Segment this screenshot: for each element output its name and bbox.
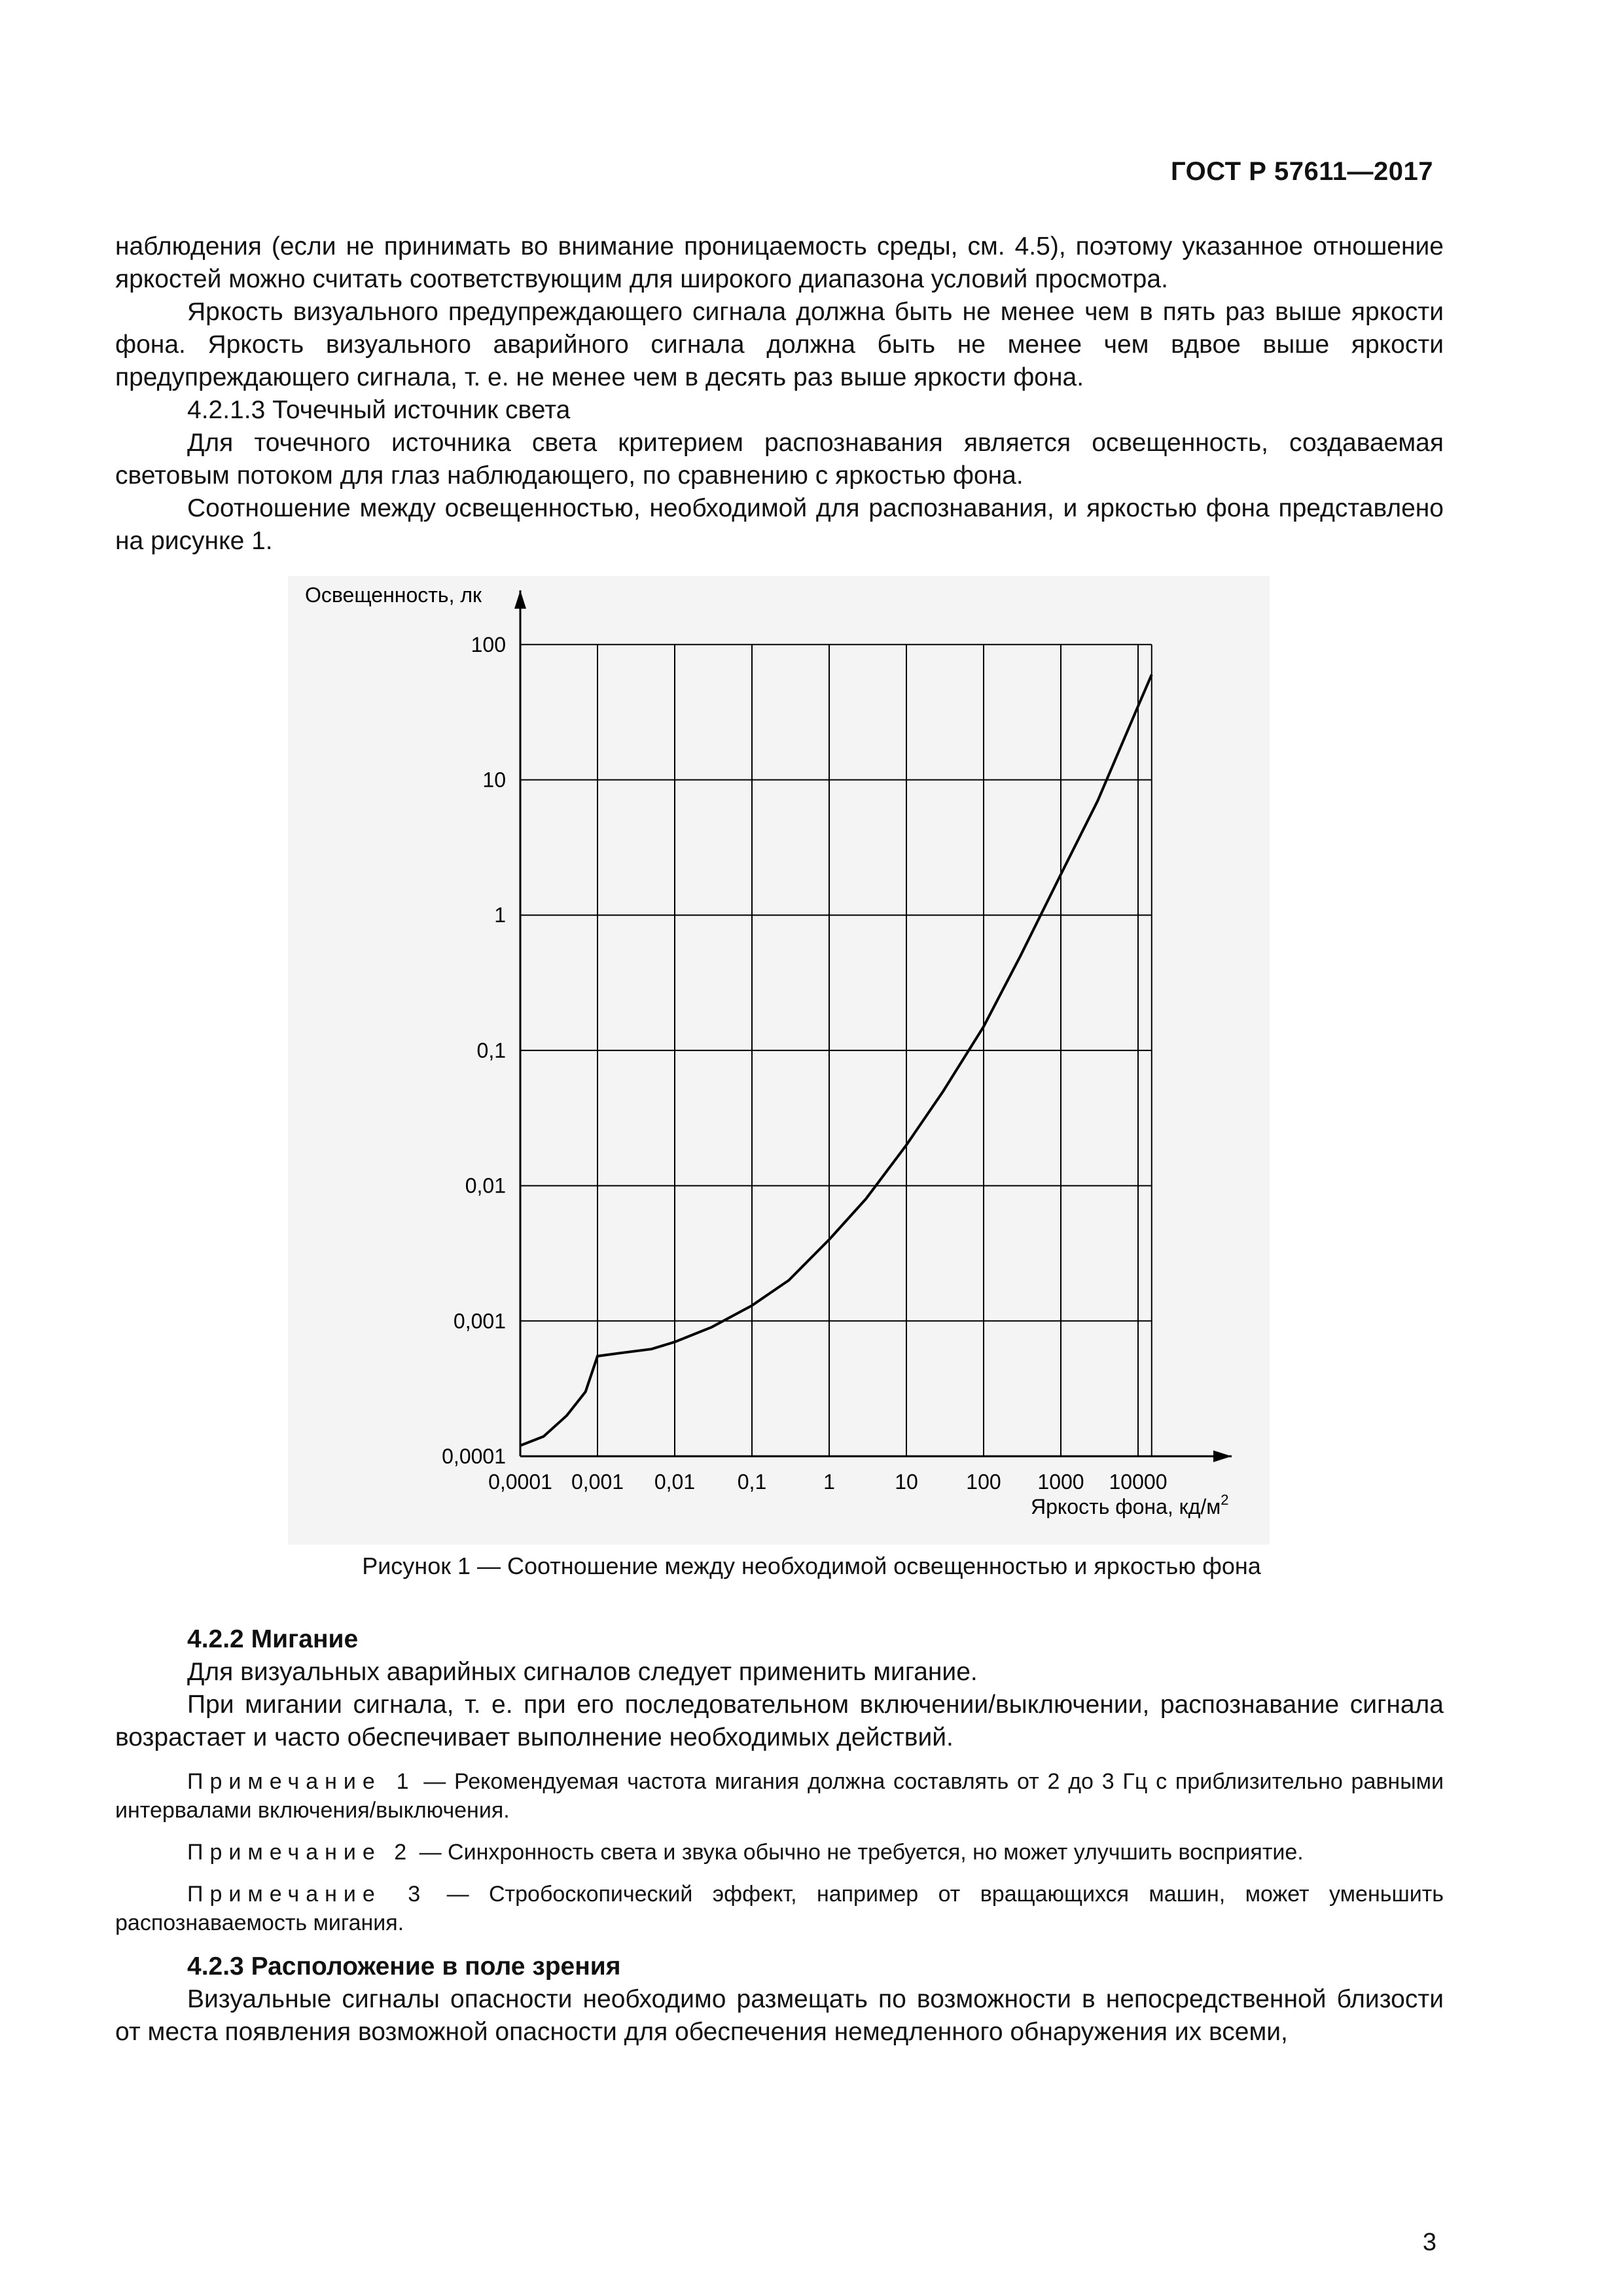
section-title-flashing: 4.2.2 Мигание (187, 1625, 359, 1653)
x-axis-label: Яркость фона, $кд/м^2$ (1031, 1492, 1229, 1518)
y-tick-label: 0,01 (465, 1174, 506, 1198)
figure-1 (288, 576, 1270, 1545)
subsection-heading-4-2-1-3: 4.2.1.3 Точечный источник света (187, 396, 571, 424)
note-1: Примечание 1 — Рекомендуемая частота мигания должна составлять от 2 до 3 Гц с приблизительно равными интервалами включения/выключения. (115, 1769, 1444, 1823)
paragraph-flashing-1: Для визуальных аварийных сигналов следует применить мигание. (187, 1658, 978, 1686)
y-tick-label: 0,0001 (442, 1444, 506, 1468)
y-tick-label: 10 (482, 768, 506, 792)
figure-caption: Рисунок 1 — Соотношение между необходимой освещенностью и яркостью фона (362, 1552, 1261, 1579)
x-tick-label: 1 (823, 1470, 835, 1494)
x-tick-label: 0,1 (737, 1470, 767, 1494)
top-text-block (115, 230, 1444, 558)
y-tick-label: 0,1 (476, 1038, 506, 1062)
note-2: Примечание 2 — Синхронность света и звука обычно не требуется, но может улучшить восприятие. (187, 1840, 1304, 1865)
paragraph-flashing-2: При мигании сигнала, т. е. при его последовательном включении/выключении, распознавание сигнала возрастает и часто обеспечивает выполнение необходимых действий. (115, 1691, 1444, 1751)
x-tick-label: 1000 (1037, 1470, 1084, 1494)
paragraph-location: Визуальные сигналы опасности необходимо размещать по возможности в непосредственной близости от места появления возможной опасности для обеспечения немедленного обнаружения их всеми, (115, 1985, 1444, 2046)
paragraph-point-source: Для точечного источника света критерием распознавания является освещенность, создаваемая световым потоком для глаз наблюдающего, по сравнению с яркостью фона. (115, 429, 1444, 490)
paragraph-continuation: наблюдения (если не принимать во внимание проницаемость среды, см. 4.5), поэтому указанное отношение яркостей можно считать соответствующим для широкого диапазона условий просмотра. (115, 232, 1444, 293)
chart-background (288, 576, 1270, 1545)
page-number: 3 (1422, 2229, 1436, 2256)
x-tick-label: 0,0001 (488, 1470, 552, 1494)
note-3: Примечание 3 — Стробоскопический эффект, например от вращающихся машин, может уменьшить распознаваемость мигания. (115, 1882, 1444, 1935)
y-tick-label: 1 (494, 903, 506, 927)
paragraph-relation: Соотношение между освещенностью, необходимой для распознавания, и яркостью фона представлено на рисунке 1. (115, 494, 1444, 555)
x-tick-label: 100 (966, 1470, 1001, 1494)
illuminance-chart (288, 576, 1270, 1545)
section-title-location: 4.2.3 Расположение в поле зрения (187, 1952, 621, 1981)
x-tick-label: 10 (895, 1470, 918, 1494)
y-axis-label: Освещенность, лк (305, 583, 482, 607)
y-tick-label: 100 (471, 632, 506, 656)
x-tick-label: 10000 (1109, 1470, 1168, 1494)
paragraph-brightness: Яркость визуального предупреждающего сигнала должна быть не менее чем в пять раз выше яркости фона. Яркость визуального аварийного сигнала должна быть не менее чем вдвое выше яркости предупреждающего сигнала, т. е. не менее чем в десять раз выше яркости фона. (115, 298, 1444, 391)
y-tick-label: 0,001 (453, 1309, 506, 1333)
document-header: ГОСТ Р 57611—2017 (1171, 157, 1433, 186)
x-tick-label: 0,001 (571, 1470, 624, 1494)
section-4-2-2 (115, 1623, 1444, 2049)
x-tick-label: 0,01 (654, 1470, 696, 1494)
